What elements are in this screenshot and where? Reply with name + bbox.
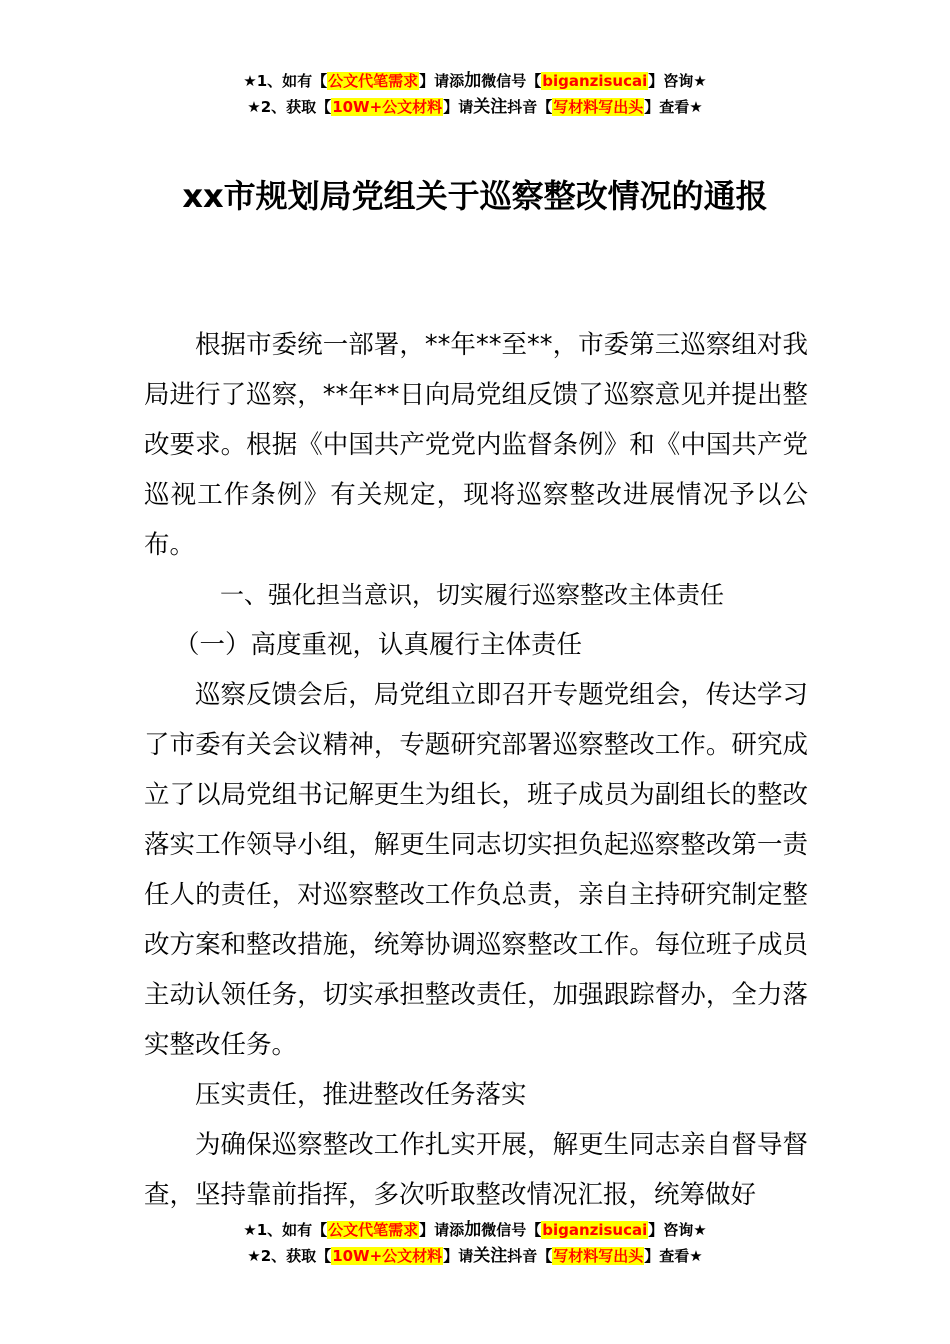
banner-highlight: biganzisucai	[542, 1221, 648, 1239]
body-paragraph: 根据市委统一部署，**年**至**，市委第三巡察组对我局进行了巡察，**年**日向局党组反馈了巡察意见并提出整改要求。根据《中国共产党党内监督条例》和《中国共产党巡视工作条例》有关规定，现将巡察整改进展情况予以公布。	[144, 330, 808, 560]
banner-highlight: biganzisucai	[542, 72, 648, 90]
subsection-heading: （一）高度重视，认真履行主体责任	[174, 630, 583, 660]
banner-line-2: ★2、获取【10W+公文材料】请关注抖音【写材料写出头】查看★	[247, 97, 703, 117]
banner-highlight: 公文代笔需求	[328, 72, 419, 90]
banner-line-2: ★2、获取【10W+公文材料】请关注抖音【写材料写出头】查看★	[247, 1246, 703, 1266]
banner-highlight: 10W+公文材料	[332, 1247, 443, 1265]
banner-line-1: ★1、如有【公文代笔需求】请添加微信号【biganzisucai】咨询★	[243, 1220, 707, 1240]
body-paragraph: 为确保巡察整改工作扎实开展，解更生同志亲自督导督查，坚持靠前指挥，多次听取整改情况汇报，统筹做好	[144, 1130, 808, 1210]
footer-banner	[0, 1217, 950, 1269]
banner-highlight: 公文代笔需求	[328, 1221, 419, 1239]
document-title: xx市规划局党组关于巡察整改情况的通报	[182, 177, 768, 215]
section-heading: 一、强化担当意识，切实履行巡察整改主体责任	[220, 581, 724, 609]
banner-highlight: 写材料写出头	[553, 98, 644, 116]
document-body	[144, 320, 808, 1220]
subsection-heading: 压实责任，推进整改任务落实	[195, 1080, 527, 1110]
banner-highlight: 10W+公文材料	[332, 98, 443, 116]
banner-highlight: 写材料写出头	[553, 1247, 644, 1265]
banner-line-1: ★1、如有【公文代笔需求】请添加微信号【biganzisucai】咨询★	[243, 71, 707, 91]
body-paragraph: 巡察反馈会后，局党组立即召开专题党组会，传达学习了市委有关会议精神，专题研究部署巡察整改工作。研究成立了以局党组书记解更生为组长，班子成员为副组长的整改落实工作领导小组，解更生同志切实担负起巡察整改第一责任人的责任，对巡察整改工作负总责，亲自主持研究制定整改方案和整改措施，统筹协调巡察整改工作。每位班子成员主动认领任务，切实承担整改责任，加强跟踪督办，全力落实整改任务。	[144, 680, 808, 1060]
header-banner	[0, 68, 950, 120]
